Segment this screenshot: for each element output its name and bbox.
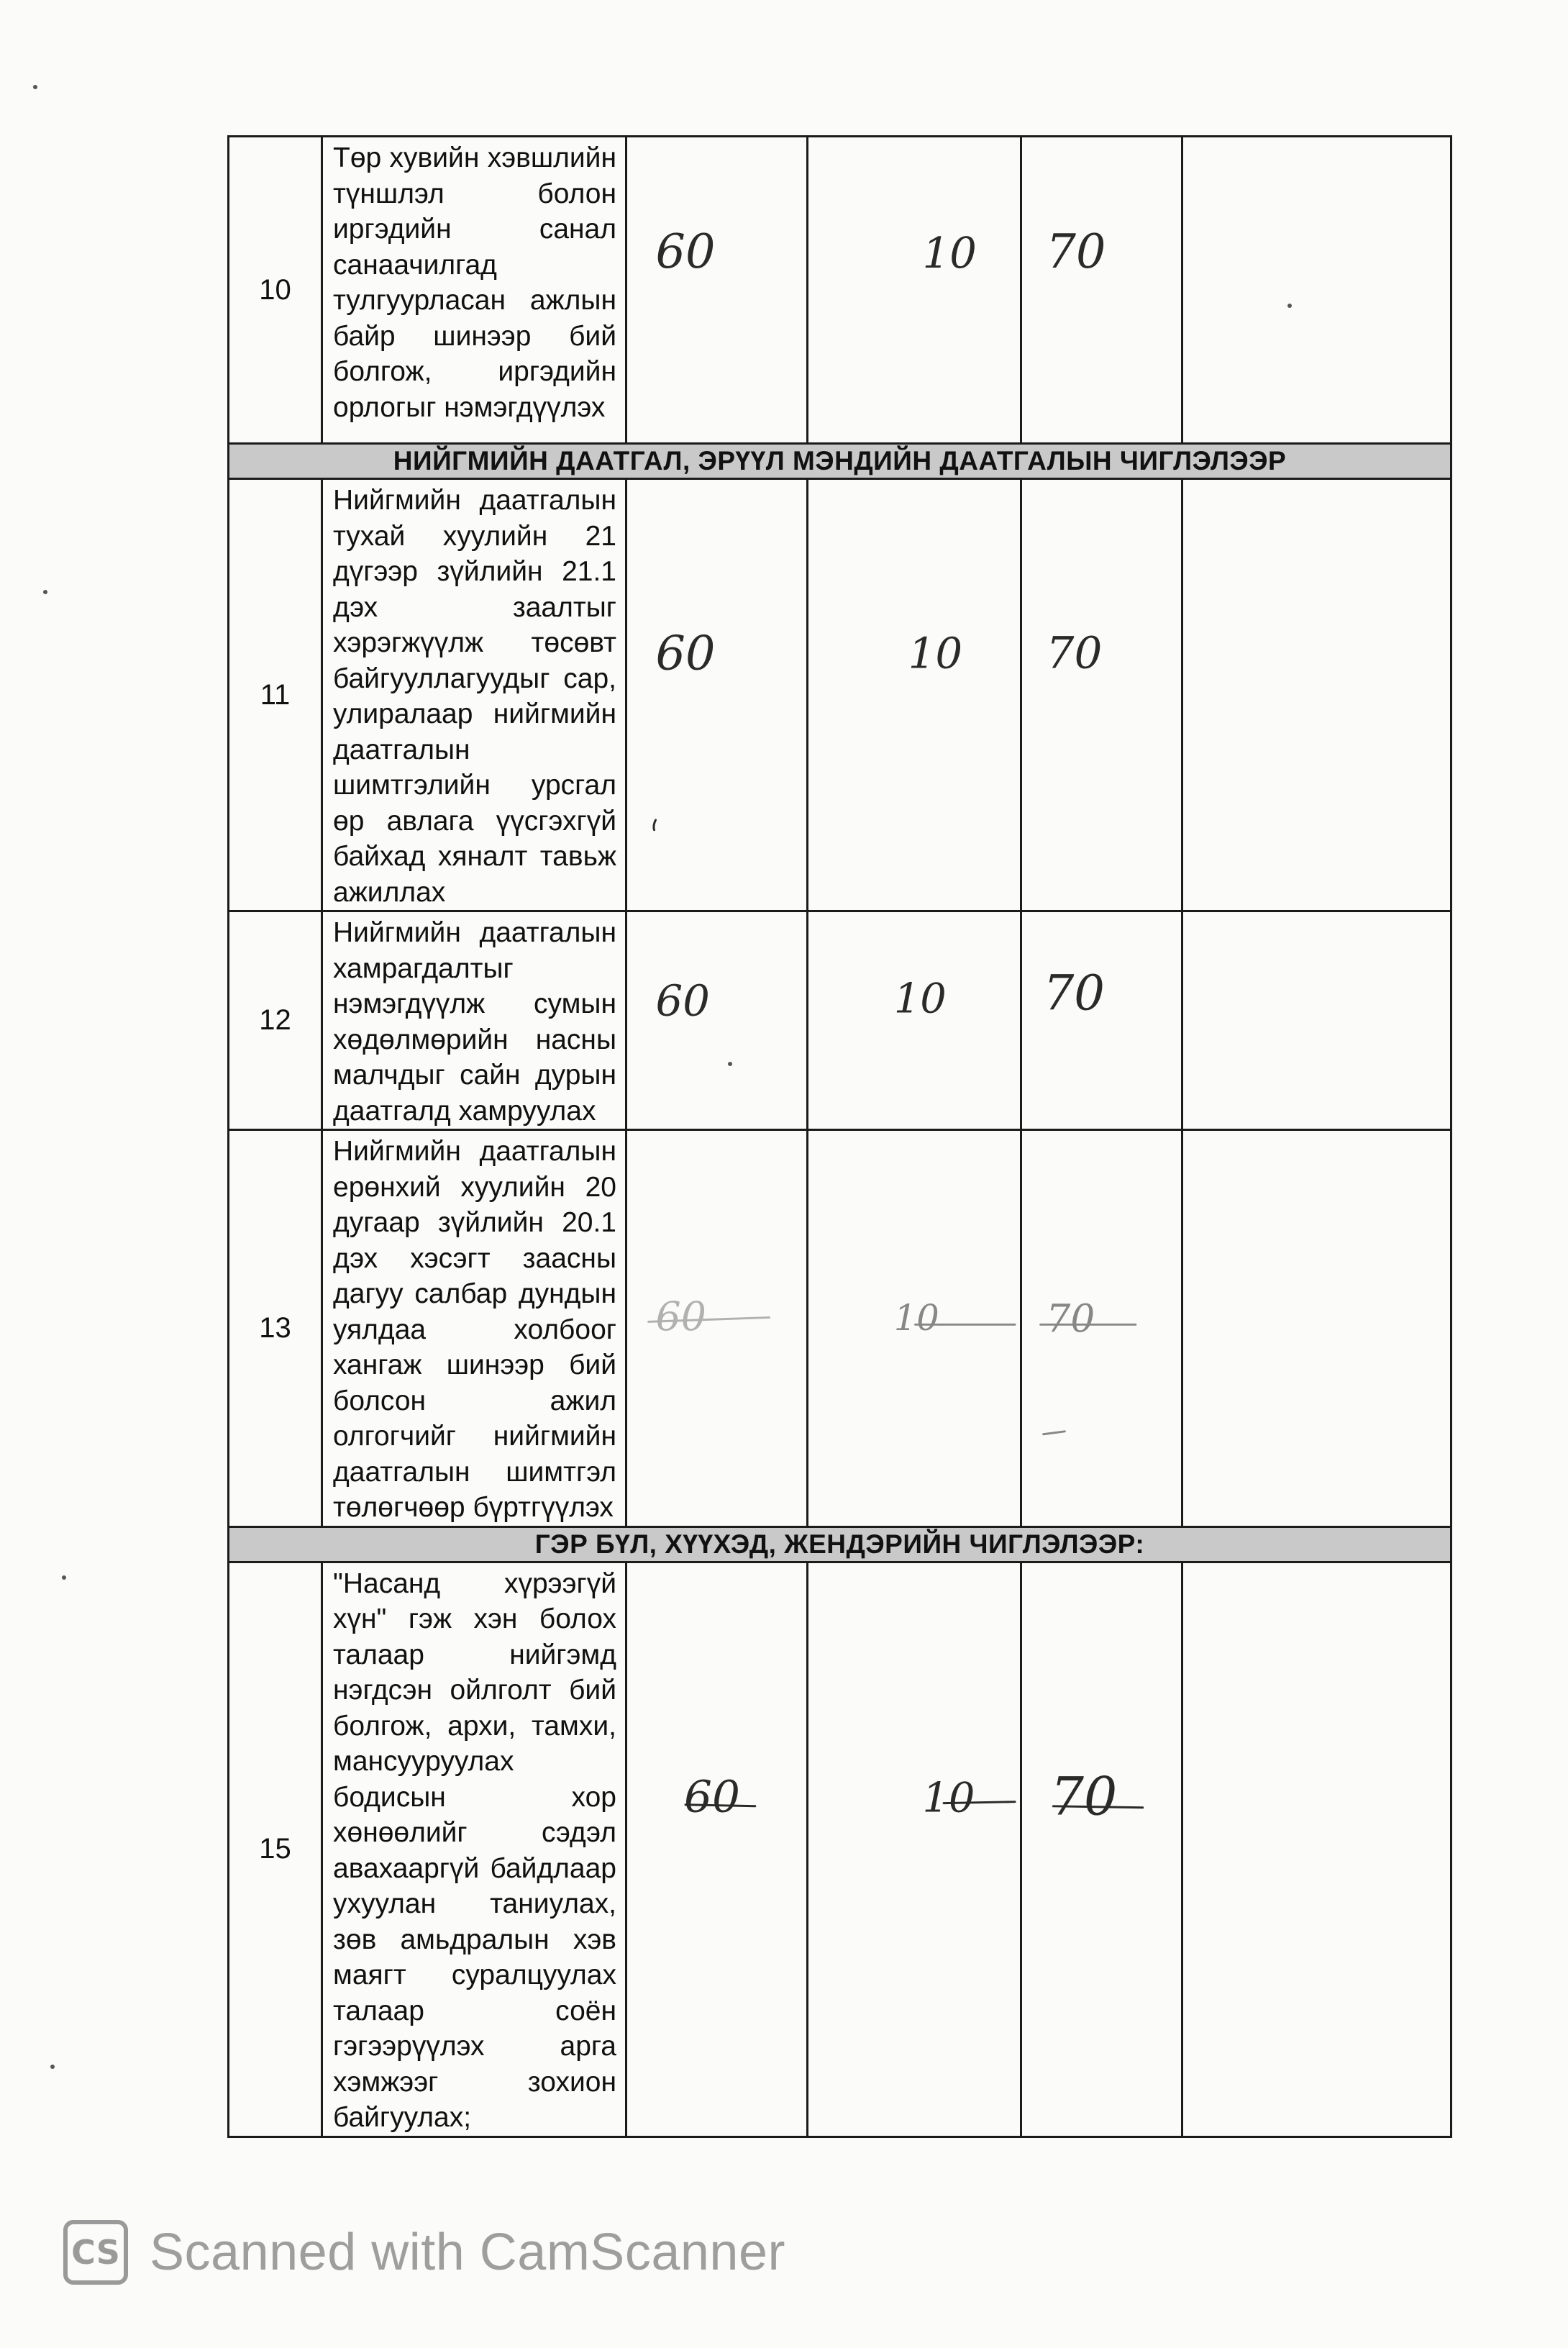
handwritten-value: 10 <box>908 629 963 679</box>
row-text: Нийгмийн даатгалын тухай хуулийн 21 дүгээр зүйлийн 21.1 дэх заалтыг хэрэгжүүлж төсөвт байгууллагуудыг сар, улиралаар нийгмийн даатгалын шимтгэлийн урсгал өр авлага үүсгэхгүй байхад хяналт тавьж ажиллах <box>322 479 626 911</box>
handwritten-value: 70 <box>1043 965 1105 1021</box>
handwritten-value: 10 <box>922 1773 975 1822</box>
section-header-row <box>229 1526 1451 1562</box>
section-title: НИЙГМИЙН ДААТГАЛ, ЭРҮҮЛ МЭНДИЙН ДААТГАЛЫН ЧИГЛЭЛЭЭР <box>229 444 1451 479</box>
handwritten-value: 70 <box>1046 224 1106 279</box>
handwritten-value: 60 <box>655 975 710 1026</box>
handwritten-cell <box>1021 137 1182 444</box>
handwritten-cell <box>1021 1562 1182 2137</box>
handwritten-value: 60 <box>655 1294 706 1341</box>
data-table <box>227 135 1452 2138</box>
section-header-row <box>229 444 1451 479</box>
handwritten-cell <box>808 479 1021 911</box>
handwritten-value: 60 <box>655 224 716 279</box>
table-row <box>229 911 1451 1130</box>
handwritten-value: 70 <box>1046 627 1103 679</box>
handwritten-cell <box>1021 1130 1182 1527</box>
table-row <box>229 1130 1451 1527</box>
table-row <box>229 1562 1451 2137</box>
row-text: Төр хувийн хэвшлийн түншлэл болон иргэдийн санал санаачилгад тулгуурласан ажлын байр шинээр бий болгож, иргэдийн орлогыг нэмэгдүүлэх <box>322 137 626 444</box>
empty-cell <box>1182 1130 1451 1527</box>
handwritten-value: 70 <box>1050 1766 1118 1828</box>
handwritten-cell <box>626 1562 808 2137</box>
empty-cell <box>1182 137 1451 444</box>
camscanner-watermark <box>63 2213 785 2292</box>
handwritten-cell <box>808 137 1021 444</box>
handwritten-cell <box>626 911 808 1130</box>
table-row <box>229 137 1451 444</box>
empty-cell <box>1182 911 1451 1130</box>
scan-speck <box>1287 304 1292 308</box>
handwritten-value: 60 <box>684 1771 741 1823</box>
handwritten-cell <box>808 1130 1021 1527</box>
camscanner-logo-icon: CS <box>63 2220 128 2285</box>
scan-speck <box>62 1575 66 1580</box>
row-number: 12 <box>229 911 322 1130</box>
scan-speck <box>728 1062 732 1066</box>
watermark-text: Scanned with CamScanner <box>150 2224 785 2281</box>
handwritten-value: 10 <box>922 228 977 278</box>
row-text: "Насанд хүрээгүй хүн" гэж хэн болох талаар нийгэмд нэгдсэн ойлголт бий болгож, архи, тамхи, мансууруулах бодисын хор хөнөөлийг сэдэл авахааргүй байдлаар ухуулан таниулах, зөв амьдралын хэв маягт суралцуулах талаар соён гэгээрүүлэх арга хэмжээг зохион байгуулах; <box>322 1562 626 2137</box>
handwritten-value: 60 <box>655 626 716 681</box>
handwritten-cell <box>808 1562 1021 2137</box>
empty-cell <box>1182 1562 1451 2137</box>
row-number: 10 <box>229 137 322 444</box>
handwritten-cell <box>1021 479 1182 911</box>
scan-speck <box>33 85 37 89</box>
table-row <box>229 479 1451 911</box>
handwritten-cell <box>626 137 808 444</box>
row-number: 11 <box>229 479 322 911</box>
row-number: 13 <box>229 1130 322 1527</box>
row-number: 15 <box>229 1562 322 2137</box>
handwritten-cell <box>626 479 808 911</box>
scan-speck <box>50 2065 55 2069</box>
handwritten-cell <box>1021 911 1182 1130</box>
scan-speck <box>43 590 47 594</box>
handwritten-cell <box>626 1130 808 1527</box>
handwritten-value: 10 <box>893 1297 939 1339</box>
section-title: ГЭР БҮЛ, ХҮҮХЭД, ЖЕНДЭРИЙН ЧИГЛЭЛЭЭР: <box>229 1526 1451 1562</box>
handwritten-value: 10 <box>893 974 947 1023</box>
empty-cell <box>1182 479 1451 911</box>
row-text: Нийгмийн даатгалын ерөнхий хуулийн 20 дугаар зүйлийн 20.1 дэх хэсэгт заасны дагуу салбар дундын уялдаа холбоог хангаж шинээр бий болсон ажил олгогчийг нийгмийн даатгалын шимтгэл төлөгчөөр бүртгүүлэх <box>322 1130 626 1527</box>
row-text: Нийгмийн даатгалын хамрагдалтыг нэмэгдүүлж сумын хөдөлмөрийн насны малчдыг сайн дурын даатгалд хамруулах <box>322 911 626 1130</box>
handwritten-value: 70 <box>1046 1296 1095 1342</box>
handwritten-cell <box>808 911 1021 1130</box>
